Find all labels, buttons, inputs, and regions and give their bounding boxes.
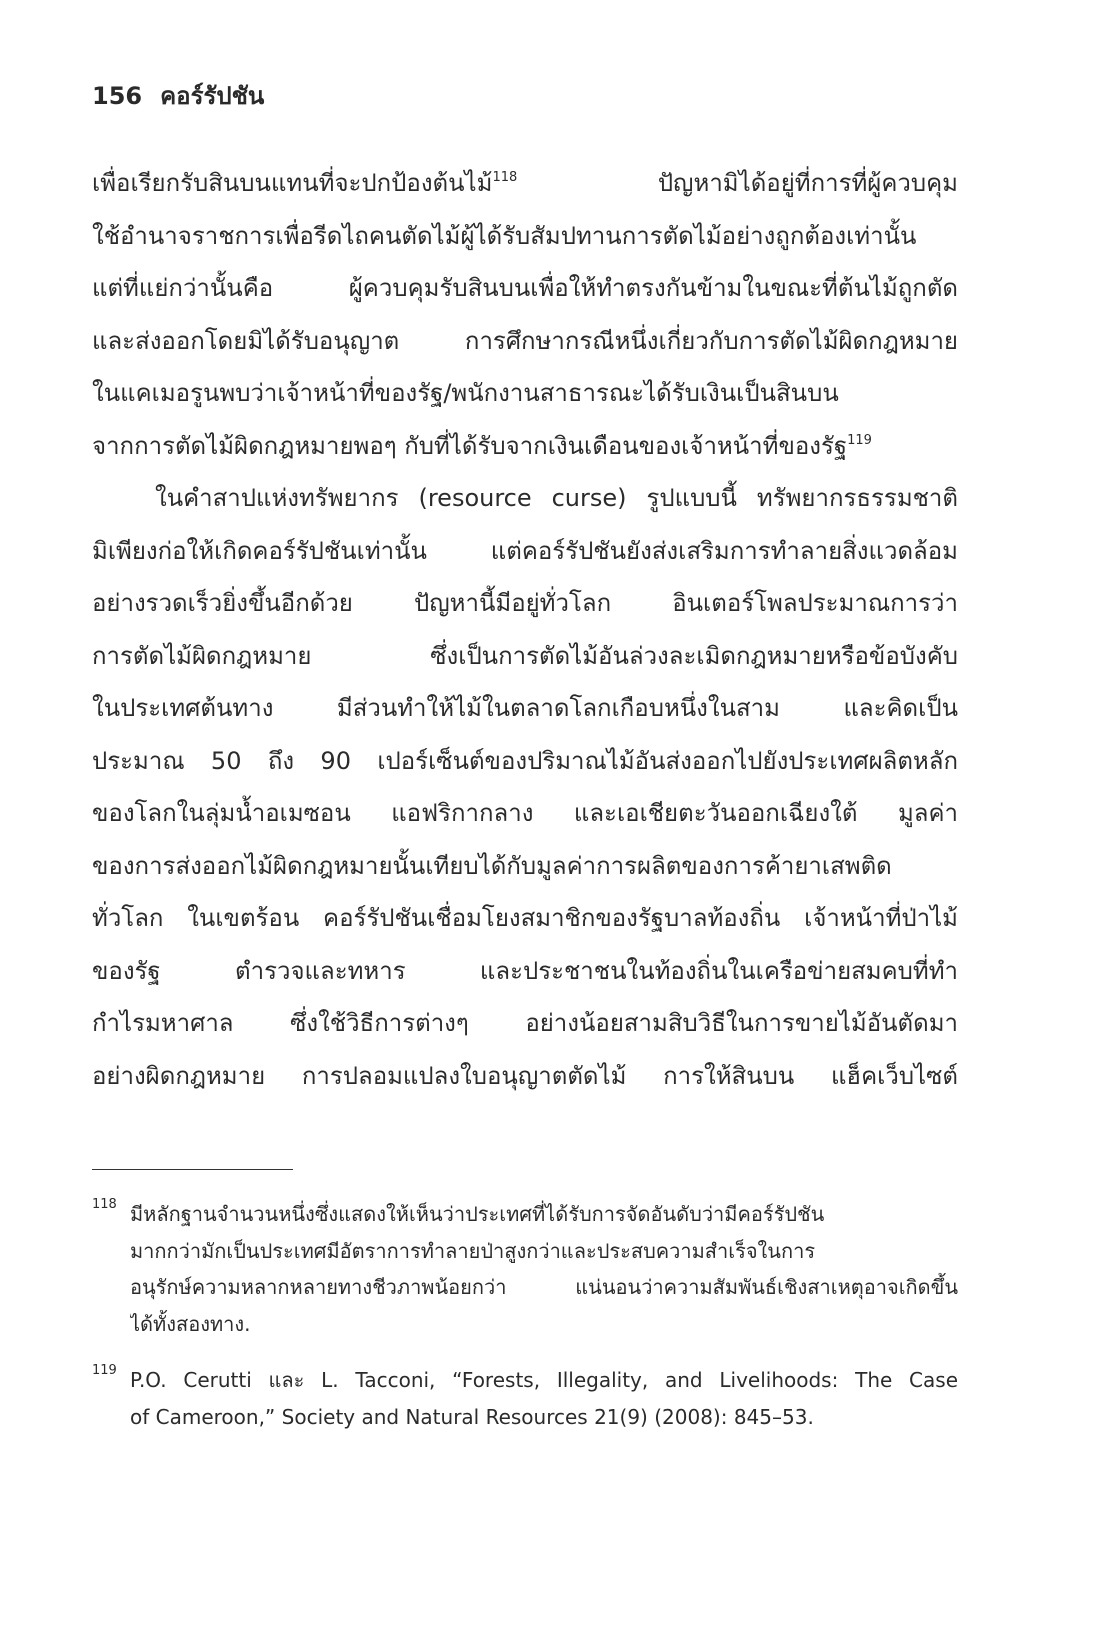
footnote-line: มากกว่ามักเป็นประเทศมีอัตราการทำลายป่าสูงกว่าและประสบความสำเร็จในการ xyxy=(130,1238,816,1263)
footnote-118 xyxy=(92,1196,958,1342)
text-segment: ปัญหามิได้อยู่ที่การที่ผู้ควบคุม xyxy=(517,169,958,197)
footnote-number: 119 xyxy=(92,1363,117,1378)
running-title: คอร์รัปชัน xyxy=(160,82,265,110)
text-line: ในประเทศต้นทาง มีส่วนทำให้ไม้ในตลาดโลกเกือบหนึ่งในสาม และคิดเป็น xyxy=(92,694,958,722)
footnote-number: 118 xyxy=(92,1197,117,1212)
text-line: ของรัฐ ตำรวจและทหาร และประชาชนในท้องถิ่นในเครือข่ายสมคบที่ทำ xyxy=(92,956,958,985)
text-segment: เพื่อเรียกรับสินบนแทนที่จะปกป้องต้นไม้ xyxy=(92,169,493,197)
text-line: แต่ที่แย่กว่านั้นคือ ผู้ควบคุมรับสินบนเพื่อให้ทำตรงกันข้ามในขณะที่ต้นไม้ถูกตัด xyxy=(92,274,958,302)
footnote-ref-119[interactable]: 119 xyxy=(847,432,872,448)
text-line: ทั่วโลก ในเขตร้อน คอร์รัปชันเชื่อมโยงสมาชิกของรัฐบาลท้องถิ่น เจ้าหน้าที่ป่าไม้ xyxy=(92,904,958,932)
text-line xyxy=(92,157,958,210)
text-line: มิเพียงก่อให้เกิดคอร์รัปชันเท่านั้น แต่คอร์รัปชันยังส่งเสริมการทำลายสิ่งแวดล้อม xyxy=(92,536,958,565)
footnote-divider xyxy=(92,1169,293,1170)
text-line: อย่างรวดเร็วยิ่งขึ้นอีกด้วย ปัญหานี้มีอยู่ทั่วโลก อินเตอร์โพลประมาณการว่า xyxy=(92,589,958,617)
text-line: ในคำสาปแห่งทรัพยากร (resource curse) รูปแบบนี้ ทรัพยากรธรรมชาติ xyxy=(155,484,958,512)
text-line: ประมาณ 50 ถึง 90 เปอร์เซ็นต์ของปริมาณไม้อันส่งออกไปยังประเทศผลิตหลัก xyxy=(92,746,958,775)
text-line: ใช้อำนาจราชการเพื่อรีดไถคนตัดไม้ผู้ได้รับสัมปทานการตัดไม้อย่างถูกต้องเท่านั้น xyxy=(92,221,917,250)
footnote-line: อนุรักษ์ความหลากหลายทางชีวภาพน้อยกว่า แน่นอนว่าความสัมพันธ์เชิงสาเหตุอาจเกิดขึ้น xyxy=(130,1275,958,1299)
paragraph-2 xyxy=(92,472,958,1102)
paragraph-1 xyxy=(92,157,958,472)
text-segment: จากการตัดไม้ผิดกฎหมายพอๆ กับที่ได้รับจากเงินเดือนของเจ้าหน้าที่ของรัฐ xyxy=(92,431,848,460)
text-line: กำไรมหาศาล ซึ่งใช้วิธีการต่างๆ อย่างน้อยสามสิบวิธีในการขายไม้อันตัดมา xyxy=(92,1009,958,1037)
text-line xyxy=(92,420,958,473)
text-line: และส่งออกโดยมิได้รับอนุญาต การศึกษากรณีหนึ่งเกี่ยวกับการตัดไม้ผิดกฎหมาย xyxy=(92,326,958,355)
text-line: ในแคเมอรูนพบว่าเจ้าหน้าที่ของรัฐ/พนักงานสาธารณะได้รับเงินเป็นสินบน xyxy=(92,379,839,407)
text-line: การตัดไม้ผิดกฎหมาย ซึ่งเป็นการตัดไม้อันล่วงละเมิดกฎหมายหรือข้อบังคับ xyxy=(92,641,958,670)
text-line: อย่างผิดกฎหมาย การปลอมแปลงใบอนุญาตตัดไม้ การให้สินบน แฮ็คเว็บไซต์ xyxy=(92,1061,958,1090)
footnote-body xyxy=(130,1362,958,1435)
footnote-line: P.O. Cerutti และ L. Tacconi, “Forests, Illegality, and Livelihoods: The Case xyxy=(130,1368,958,1392)
main-text xyxy=(92,157,958,1102)
footnote-line: ได้ทั้งสองทาง. xyxy=(130,1311,251,1336)
footnote-line: มีหลักฐานจำนวนหนึ่งซึ่งแสดงให้เห็นว่าประเทศที่ได้รับการจัดอันดับว่ามีคอร์รัปชัน xyxy=(130,1202,825,1226)
page-header xyxy=(92,76,264,115)
footnote-line: of Cameroon,” Society and Natural Resources 21(9) (2008): 845–53. xyxy=(130,1404,814,1429)
footnote-119 xyxy=(92,1362,958,1435)
text-line: ของโลกในลุ่มน้ำอเมซอน แอฟริกากลาง และเอเชียตะวันออกเฉียงใต้ มูลค่า xyxy=(92,799,958,827)
text-line: ของการส่งออกไม้ผิดกฎหมายนั้นเทียบได้กับมูลค่าการผลิตของการค้ายาเสพติด xyxy=(92,851,892,880)
footnote-ref-118[interactable]: 118 xyxy=(492,170,518,185)
footnote-body xyxy=(130,1196,958,1342)
page-number: 156 xyxy=(92,82,143,110)
